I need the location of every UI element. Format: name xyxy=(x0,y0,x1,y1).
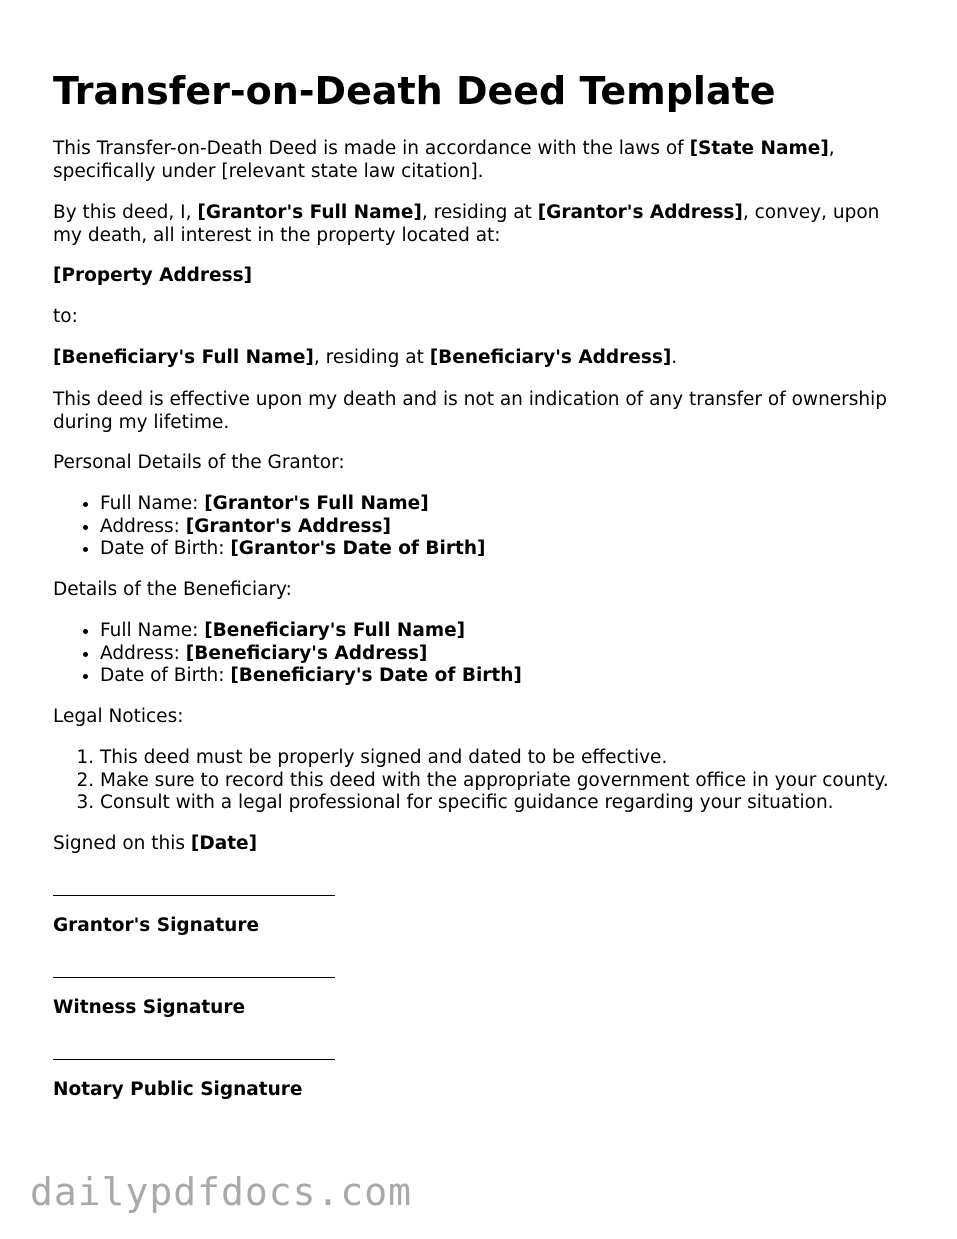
intro-paragraph xyxy=(53,138,913,183)
list-item-value: [Grantor's Date of Birth] xyxy=(230,538,486,559)
watermark: dailypdfdocs.com xyxy=(30,1170,413,1214)
legal-notices-heading: Legal Notices: xyxy=(53,706,184,727)
list-item-value: [Beneficiary's Date of Birth] xyxy=(230,665,522,686)
to-label: to: xyxy=(53,306,78,327)
conveyance-paragraph xyxy=(53,202,913,247)
list-item xyxy=(100,493,485,516)
list-item-value: [Grantor's Full Name] xyxy=(204,493,429,514)
grantor-address-placeholder: [Grantor's Address] xyxy=(537,202,743,223)
conveyance-text-2: , residing at xyxy=(421,202,538,223)
grantor-name-placeholder: [Grantor's Full Name] xyxy=(197,202,422,223)
state-name-placeholder: [State Name] xyxy=(689,138,829,159)
notary-signature-line xyxy=(53,1059,335,1060)
beneficiary-details-heading: Details of the Beneficiary: xyxy=(53,579,292,600)
list-item xyxy=(100,538,485,561)
list-item-label: Address: xyxy=(100,515,186,537)
witness-signature-line xyxy=(53,977,335,978)
list-item: 3. Consult with a legal professional for specific guidance regarding your situation. xyxy=(100,792,889,815)
grantor-signature-line xyxy=(53,895,335,896)
document-title: Transfer-on-Death Deed Template xyxy=(53,69,776,113)
effective-paragraph: This deed is effective upon my death and is not an indication of any transfer of ownership during my lifetime. xyxy=(53,389,888,433)
list-item: 1. This deed must be properly signed and dated to be effective. xyxy=(100,747,889,770)
date-placeholder: [Date] xyxy=(190,833,258,854)
list-item xyxy=(100,516,485,539)
list-item-value: [Beneficiary's Full Name] xyxy=(204,620,466,641)
conveyance-text-1: By this deed, I, xyxy=(53,202,198,223)
property-address-placeholder: [Property Address] xyxy=(53,265,253,286)
notary-signature-label: Notary Public Signature xyxy=(53,1079,303,1100)
grantor-details-heading: Personal Details of the Grantor: xyxy=(53,452,345,473)
intro-text-1: This Transfer-on-Death Deed is made in accordance with the laws of xyxy=(53,138,690,159)
list-item: 2. Make sure to record this deed with the appropriate government office in your county. xyxy=(100,770,889,793)
signed-on-paragraph xyxy=(53,833,913,856)
list-item-label: Date of Birth: xyxy=(100,538,231,559)
beneficiary-name-placeholder: [Beneficiary's Full Name] xyxy=(53,347,314,368)
legal-notices-list xyxy=(53,747,889,815)
beneficiary-paragraph xyxy=(53,347,913,370)
beneficiary-text-2: . xyxy=(671,347,678,368)
conveyance-text-3: , convey, upon my death, all interest in the property located at: xyxy=(53,202,880,246)
intro-text-2: , specifically under [relevant state law citation]. xyxy=(53,138,835,182)
property-address xyxy=(53,265,913,288)
witness-signature-label: Witness Signature xyxy=(53,997,246,1018)
list-item-label: Full Name: xyxy=(100,493,205,514)
list-item-label: Full Name: xyxy=(100,620,205,641)
beneficiary-text-1: , residing at xyxy=(313,347,430,368)
grantor-details-list xyxy=(53,493,485,561)
list-item-value: [Grantor's Address] xyxy=(185,515,391,537)
beneficiary-details-list xyxy=(53,620,522,688)
list-item-label: Address: xyxy=(100,642,186,664)
list-item xyxy=(100,620,522,643)
list-item xyxy=(100,643,522,666)
signed-on-text: Signed on this xyxy=(53,833,191,854)
beneficiary-address-placeholder: [Beneficiary's Address] xyxy=(429,347,672,368)
list-item-value: [Beneficiary's Address] xyxy=(185,642,428,664)
list-item xyxy=(100,665,522,688)
list-item-label: Date of Birth: xyxy=(100,665,231,686)
grantor-signature-label: Grantor's Signature xyxy=(53,915,260,936)
